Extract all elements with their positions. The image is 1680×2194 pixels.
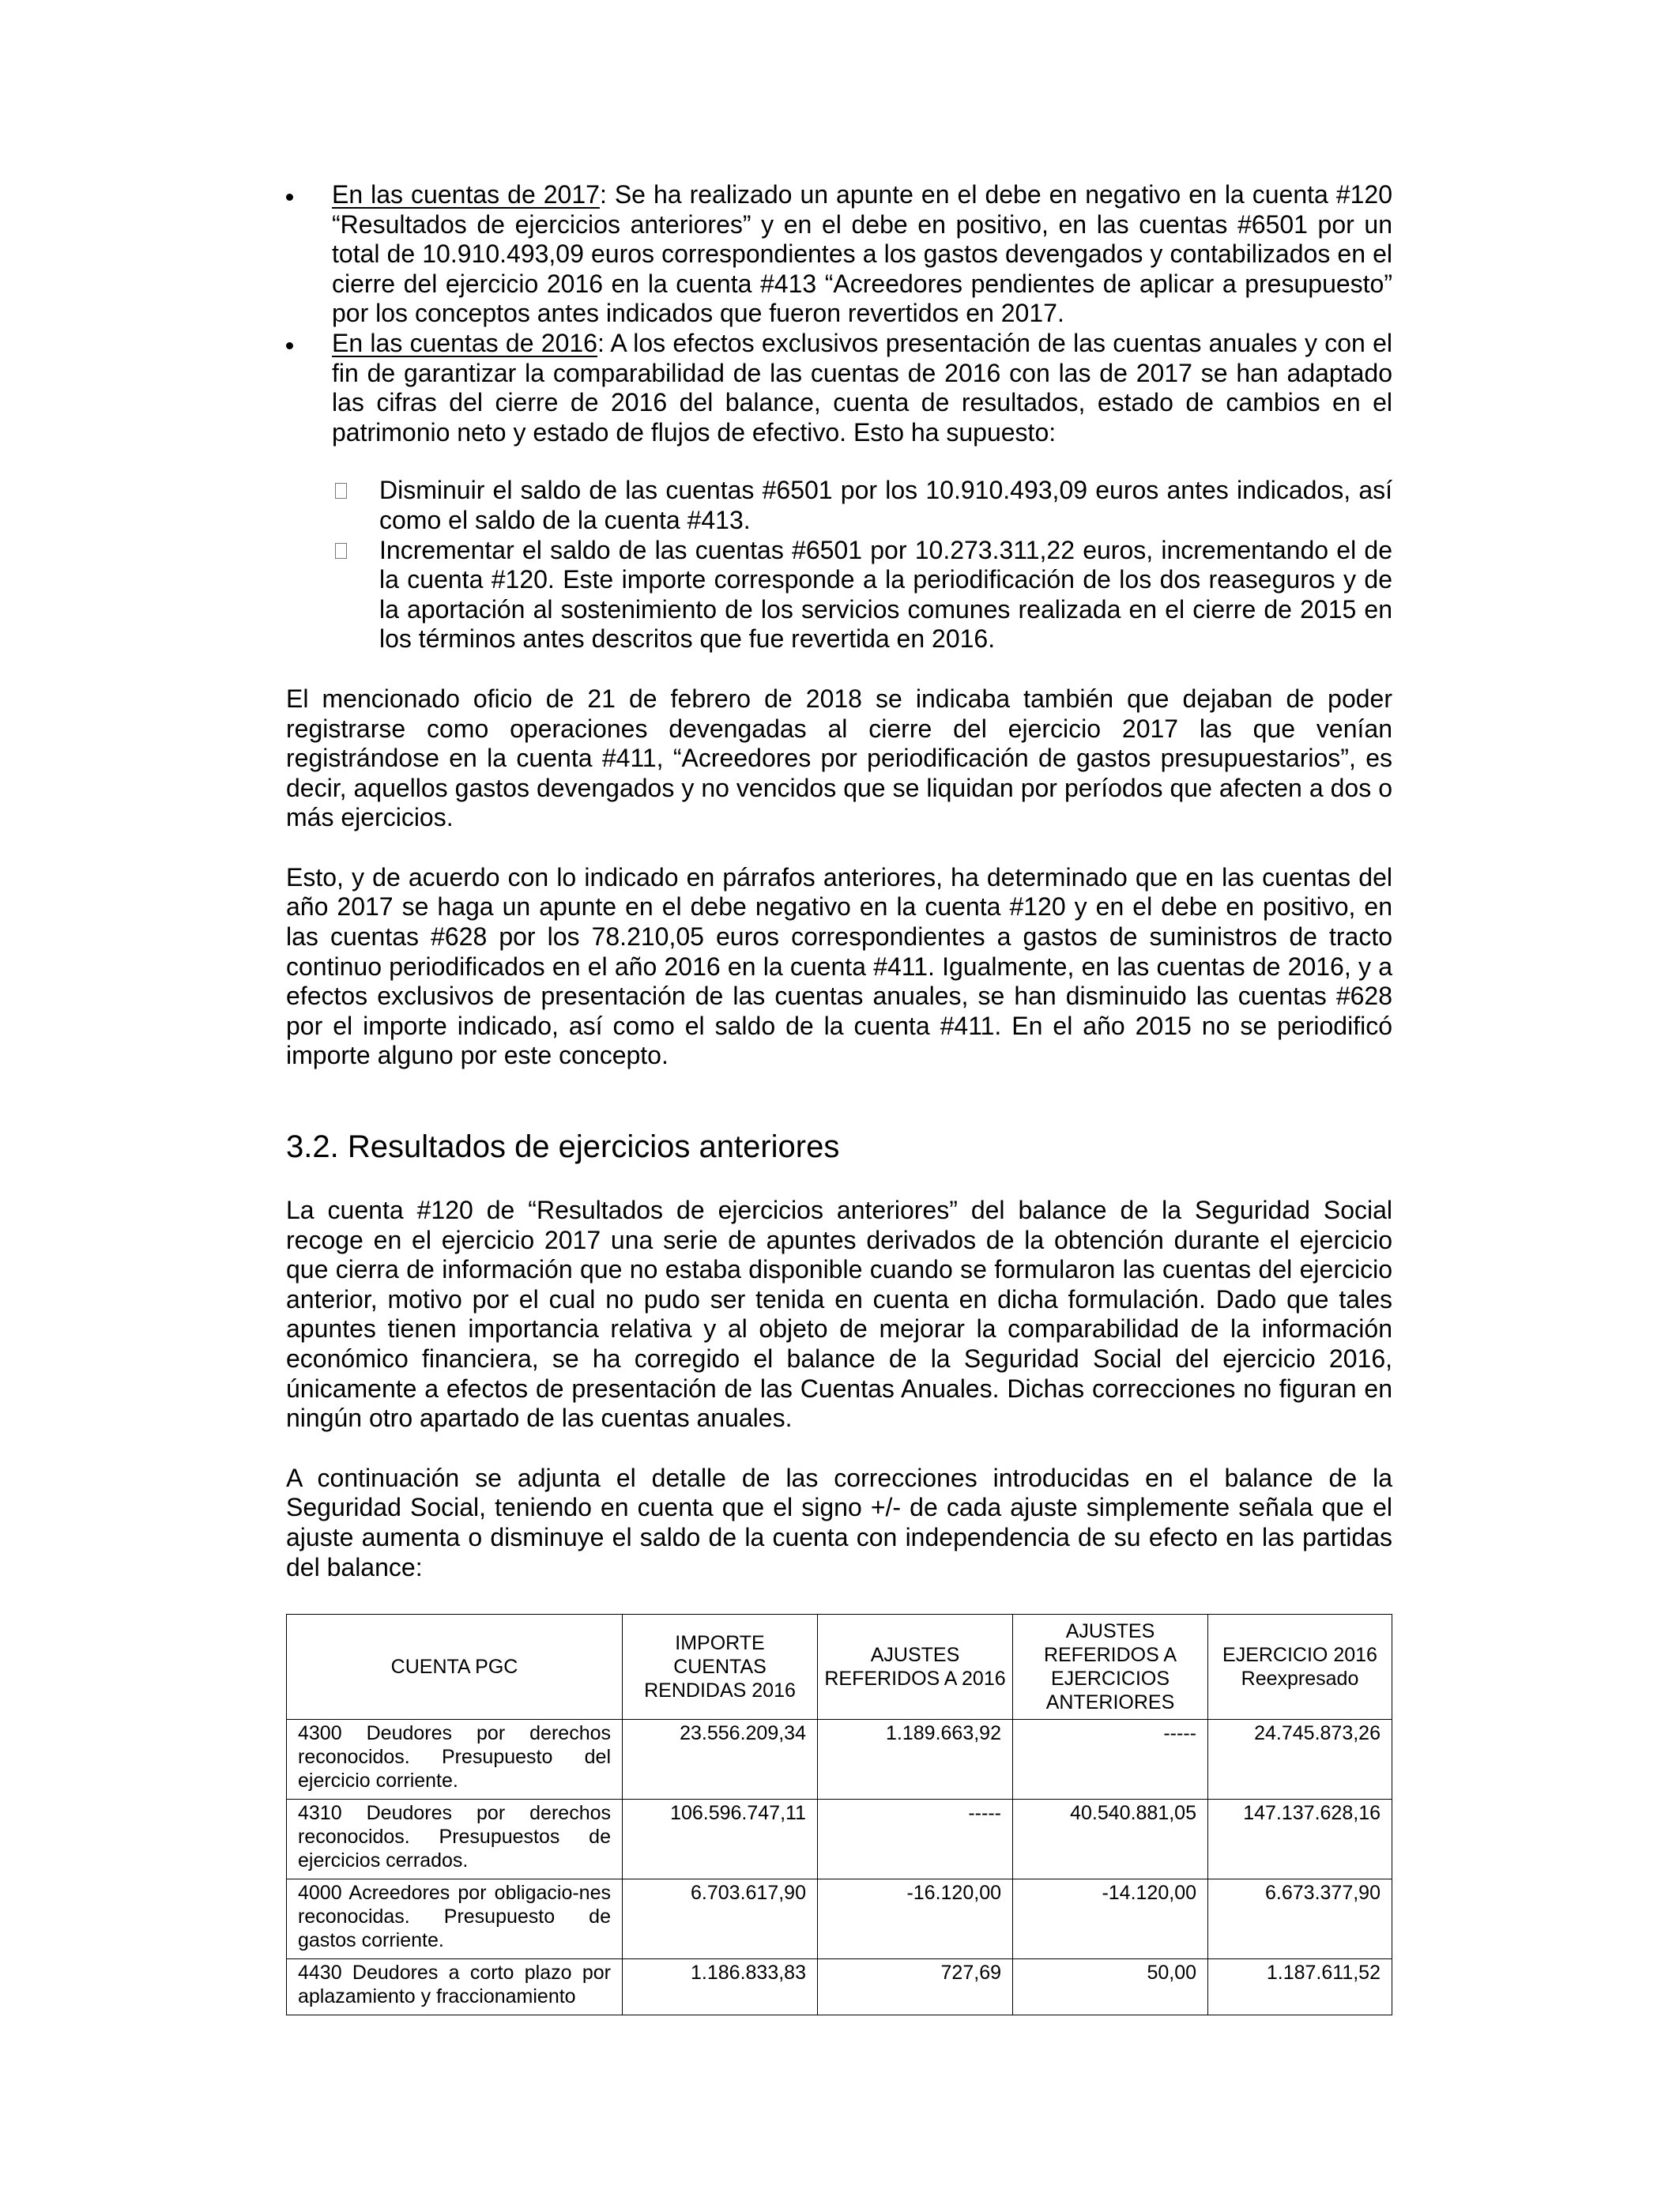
amount-cell: -16.120,00 (818, 1879, 1013, 1959)
table-row (287, 1879, 1392, 1959)
column-header: CUENTA PGC (287, 1615, 623, 1720)
amount-cell: 1.189.663,92 (818, 1720, 1013, 1800)
table-row (287, 1959, 1392, 2015)
column-header: IMPORTE CUENTAS RENDIDAS 2016 (623, 1615, 818, 1720)
amount-cell: ----- (818, 1800, 1013, 1879)
amount-cell: 1.186.833,83 (623, 1959, 818, 2015)
account-cell: 4000 Acreedores por obligacio-nes reconocidas. Presupuesto de gastos corriente. (287, 1879, 623, 1959)
body-paragraph: A continuación se adjunta el detalle de las correcciones introducidas en el balance de la Seguridad Social, teniendo en cuenta que el signo +/- de cada ajuste simplemente señala que el ajuste aumenta o disminuye el saldo de la cuenta con independencia de su efecto en las partidas del balance: (286, 1463, 1392, 1581)
amount-cell: 6.673.377,90 (1208, 1879, 1392, 1959)
bullet-lead: En las cuentas de 2016 (332, 328, 597, 357)
bullet-text: : Se ha realizado un apunte en el debe en negativo en la cuenta #120 “Resultados de ejercicios anteriores” y en el debe en positivo, en las cuentas #6501 por un total de 10.910.493,09 euros correspondientes a los gastos devengados y contabilizados en el cierre del ejercicio 2016 en la cuenta #413 “Acreedores pendientes de aplicar a presupuesto” por los conceptos antes indicados que fueron revertidos en 2017. (332, 180, 1393, 328)
amount-cell: 24.745.873,26 (1208, 1720, 1392, 1800)
sub-bullet-item (286, 476, 1392, 535)
table-header-row (287, 1615, 1392, 1720)
bullet-lead: En las cuentas de 2017 (332, 180, 600, 209)
adjustments-table (286, 1614, 1392, 2015)
table-row (287, 1720, 1392, 1800)
amount-cell: 106.596.747,11 (623, 1800, 818, 1879)
amount-cell: 1.187.611,52 (1208, 1959, 1392, 2015)
amount-cell: 6.703.617,90 (623, 1879, 818, 1959)
column-header: EJERCICIO 2016 Reexpresado (1208, 1615, 1392, 1720)
amount-cell: 147.137.628,16 (1208, 1800, 1392, 1879)
sub-bullet-text: Disminuir el saldo de las cuentas #6501 por los 10.910.493,09 euros antes indicados, así como el saldo de la cuenta #413. (379, 476, 1392, 534)
column-header: AJUSTES REFERIDOS A EJERCICIOS ANTERIORES (1013, 1615, 1208, 1720)
amount-cell: 23.556.209,34 (623, 1720, 818, 1800)
sub-bullet-item (286, 536, 1392, 654)
bullet-icon (286, 342, 293, 349)
table-row (287, 1800, 1392, 1879)
bullet-item (286, 329, 1392, 447)
body-paragraph: La cuenta #120 de “Resultados de ejercicios anteriores” del balance de la Seguridad Social recoge en el ejercicio 2017 una serie de apuntes derivados de la obtención durante el ejercicio que cierra de información que no estaba disponible cuando se formularon las cuentas del ejercicio anterior, motivo por el cual no pudo ser tenida en cuenta en dicha formulación. Dado que tales apuntes tienen importancia relativa y al objeto de mejorar la comparabilidad de la información económico financiera, se ha corregido el balance de la Seguridad Social del ejercicio 2016, únicamente a efectos de presentación de las Cuentas Anuales. Dichas correcciones no figuran en ningún otro apartado de las cuentas anuales. (286, 1196, 1392, 1433)
body-paragraph: El mencionado oficio de 21 de febrero de 2018 se indicaba también que dejaban de poder registrarse como operaciones devengadas al cierre del ejercicio 2017 las que venían registrándose en la cuenta #411, “Acreedores por periodificación de gastos presupuestarios”, es decir, aquellos gastos devengados y no vencidos que se liquidan por períodos que afecten a dos o más ejercicios. (286, 684, 1392, 832)
amount-cell: 727,69 (818, 1959, 1013, 2015)
amount-cell: ----- (1013, 1720, 1208, 1800)
column-header: AJUSTES REFERIDOS A 2016 (818, 1615, 1013, 1720)
bullet-icon (286, 194, 293, 201)
account-cell: 4430 Deudores a corto plazo por aplazamiento y fraccionamiento (287, 1959, 623, 2015)
document-page (286, 180, 1392, 2015)
sub-bullet-text: Incrementar el saldo de las cuentas #6501 por 10.273.311,22 euros, incrementando el de la cuenta #120. Este importe corresponde a la periodificación de los dos reaseguros y de la aportación al sostenimiento de los servicios comunes realizada en el cierre de 2015 en los términos antes descritos que fue revertida en 2016. (379, 535, 1392, 654)
bullet-item (286, 180, 1392, 329)
sub-bullet-list (286, 476, 1392, 654)
amount-cell: 40.540.881,05 (1013, 1800, 1208, 1879)
bullet-list (286, 180, 1392, 447)
amount-cell: 50,00 (1013, 1959, 1208, 2015)
amount-cell: -14.120,00 (1013, 1879, 1208, 1959)
account-cell: 4310 Deudores por derechos reconocidos. Presupuestos de ejercicios cerrados. (287, 1800, 623, 1879)
body-paragraph: Esto, y de acuerdo con lo indicado en párrafos anteriores, ha determinado que en las cuentas del año 2017 se haga un apunte en el debe negativo en la cuenta #120 y en el debe en positivo, en las cuentas #628 por los 78.210,05 euros correspondientes a gastos de suministros de tracto continuo periodificados en el año 2016 en la cuenta #411. Igualmente, en las cuentas de 2016, y a efectos exclusivos de presentación de las cuentas anuales, se han disminuido las cuentas #628 por el importe indicado, así como el saldo de la cuenta #411. En el año 2015 no se periodificó importe alguno por este concepto. (286, 862, 1392, 1070)
account-cell: 4300 Deudores por derechos reconocidos. Presupuesto del ejercicio corriente. (287, 1720, 623, 1800)
section-heading: 3.2. Resultados de ejercicios anteriores (286, 1129, 840, 1165)
bullet-text: : A los efectos exclusivos presentación de las cuentas anuales y con el fin de garantizar la comparabilidad de las cuentas de 2016 con las de 2017 se han adaptado las cifras del cierre de 2016 del balance, cuenta de resultados, estado de cambios en el patrimonio neto y estado de flujos de efectivo. Esto ha supuesto: (332, 328, 1393, 447)
checkbox-glyph-icon (335, 483, 347, 499)
checkbox-glyph-icon (335, 543, 347, 559)
